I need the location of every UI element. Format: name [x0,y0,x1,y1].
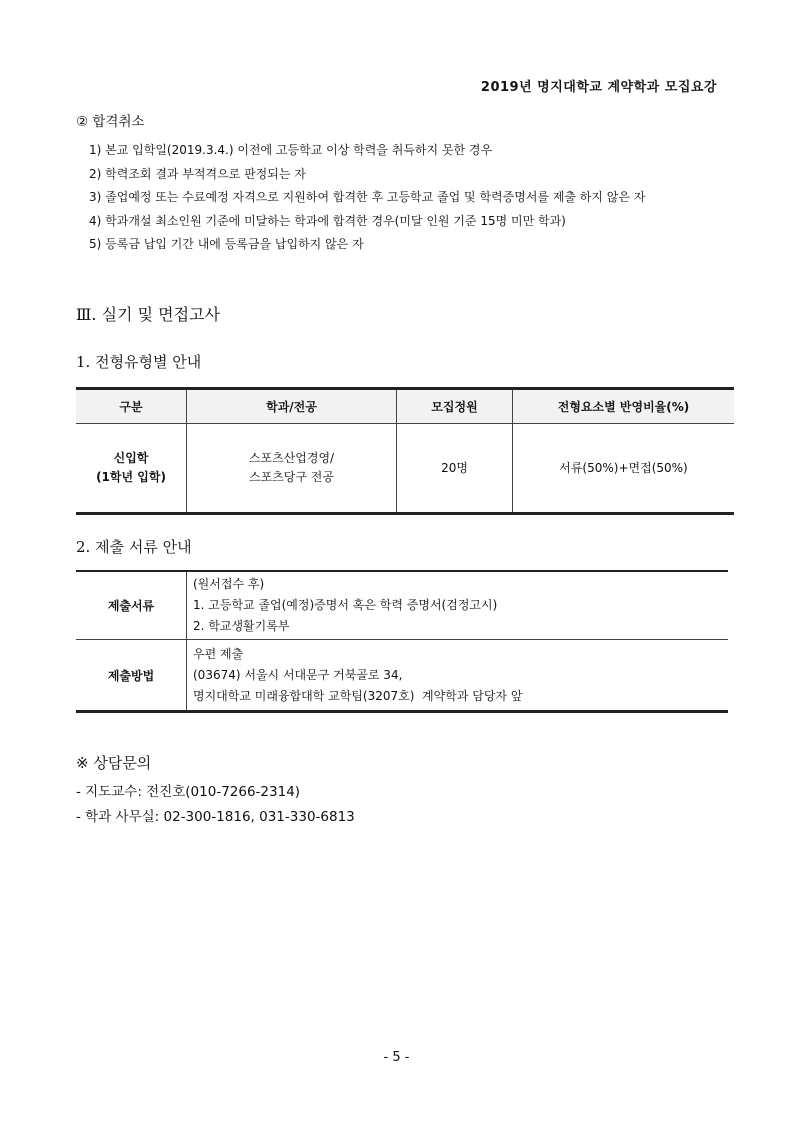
table-row [76,424,734,514]
admission-types-table [76,387,734,515]
quota-cell: 20명 [397,424,513,514]
content-line: (원서접수 후) [193,577,265,591]
contact-heading: ※ 상담문의 [76,754,152,772]
major-line: 스포츠산업경영/ [248,451,335,465]
cancellation-item: 3) 졸업예정 또는 수료예정 자격으로 지원하여 합격한 후 고등학교 졸업 및 학력증명서를 제출 하지 않은 자 [89,190,646,204]
category-line: 신입학 [113,451,149,465]
header-title: 2019년 명지대학교 계약학과 모집요강 [480,80,717,95]
major-cell [187,424,397,514]
section-3-title: Ⅲ. 실기 및 면접고사 [76,305,220,324]
content-line: 명지대학교 미래융합대학 교학팀(3207호) 계약학과 담당자 앞 [193,688,523,703]
cancellation-item: 1) 본교 입학일(2019.3.4.) 이전에 고등학교 이상 학력을 취득하지 못한 경우 [89,143,493,157]
ratio-cell: 서류(50%)+면접(50%) [513,424,735,514]
column-header-major: 학과/전공 [187,389,397,424]
admission-types-title: 1. 전형유형별 안내 [76,353,202,371]
content-line: 우편 제출 [193,646,244,661]
category-cell [76,424,187,514]
table-header-row [76,389,734,424]
row-content [187,571,729,640]
cancellation-item: 4) 학과개설 최소인원 기준에 미달하는 학과에 합격한 경우(미달 인원 기준 15명 미만 학과) [89,213,566,228]
major-line: 스포츠당구 전공 [249,470,334,484]
content-line: (03674) 서울시 서대문구 거북골로 34, [193,667,403,682]
contact-professor: - 지도교수: 전진호(010-7266-2314) [76,784,301,800]
table-row [76,571,728,640]
row-label: 제출방법 [107,668,155,683]
column-header-quota: 모집정원 [397,389,513,424]
row-content [187,640,729,712]
row-label: 제출서류 [76,571,187,640]
table-row [76,640,728,712]
cancellation-item: 2) 학력조회 결과 부적격으로 판정되는 자 [89,166,306,181]
documents-title: 2. 제출 서류 안내 [76,538,192,556]
contact-office: - 학과 사무실: 02-300-1816, 031-330-6813 [76,809,355,825]
column-header-ratio: 전형요소별 반영비율(%) [513,389,735,424]
content-line: 2. 학교생활기록부 [193,619,290,633]
page-number: - 5 - [383,1050,410,1065]
column-header-category: 구분 [76,389,187,424]
cancellation-heading: ② 합격취소 [76,114,145,130]
cancellation-section [76,110,726,257]
cancellation-item: 5) 등록금 납입 기간 내에 등록금을 납입하지 않은 자 [89,237,364,251]
category-line: (1학년 입학) [96,470,166,484]
content-line: 1. 고등학교 졸업(예정)증명서 혹은 학력 증명서(검정고시) [193,598,498,612]
documents-table [76,570,728,713]
